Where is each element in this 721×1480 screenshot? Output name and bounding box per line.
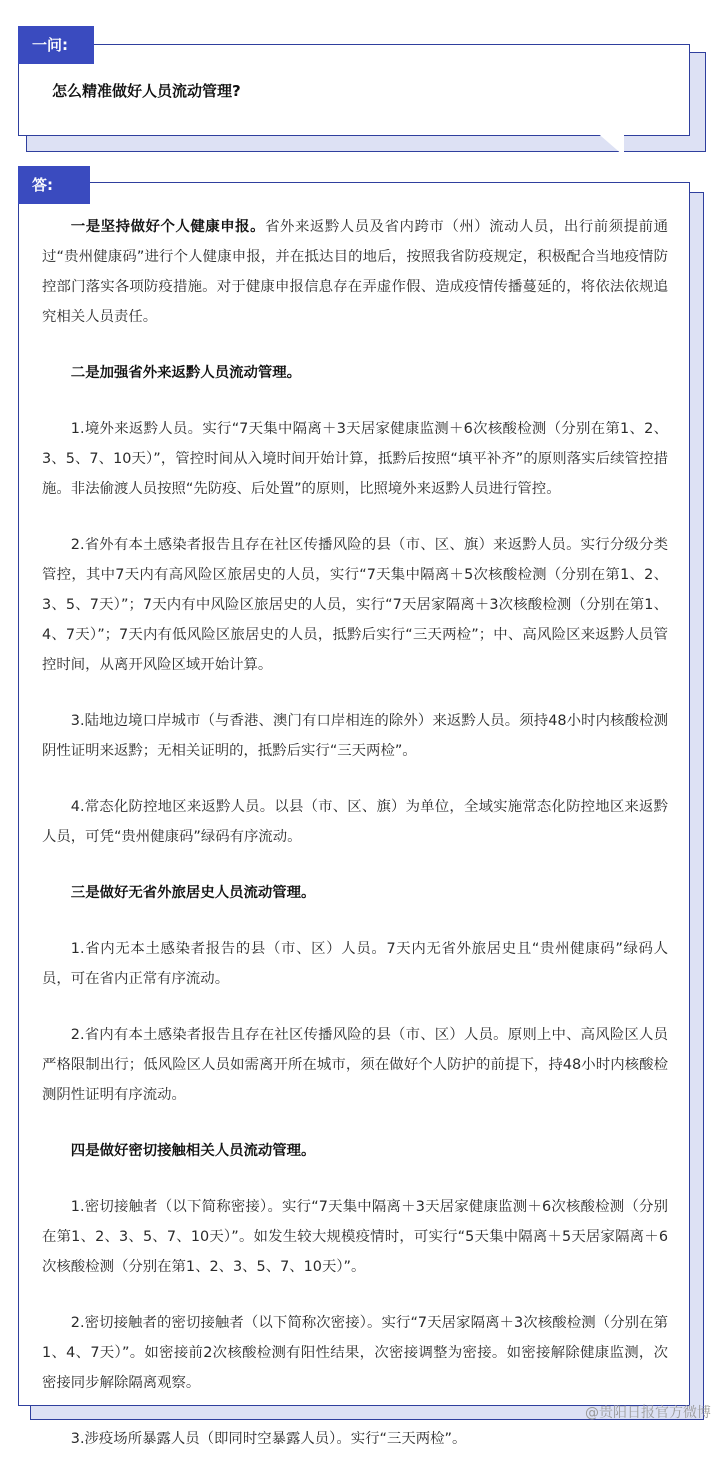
item-exposed-persons: 3.涉疫场所暴露人员（即同时空暴露人员）。实行“三天两检”。 (70, 1431, 467, 1447)
answer-content (42, 212, 668, 1480)
question-text: 怎么精准做好人员流动管理? (52, 82, 241, 100)
text-health-declaration: 省外来返黔人员及省内跨市（州）流动人员，出行前须提前通过“贵州健康码”进行个人健康申报，并在抵达目的地后，按照我省防疫规定，积极配合当地疫情防控部门落实各项防疫措施。对于健康申报信息存在弄虚作假、造成疫情传播蔓延的，将依法依规追究相关人员责任。 (42, 219, 668, 325)
heading-no-outside-travel: 三是做好无省外旅居史人员流动管理。 (70, 885, 316, 901)
item-secondary-contact: 2.密切接触者的密切接触者（以下简称次密接）。实行“7天居家隔离＋3次核酸检测（分别在第1、4、7天）”。如密接前2次核酸检测有阳性结果，次密接调整为密接。如密接解除健康监测，次密接同步解除隔离观察。 (42, 1315, 668, 1391)
question-bubble-tail (594, 130, 624, 156)
item-normalized-areas: 4.常态化防控地区来返黔人员。以县（市、区、旗）为单位，全域实施常态化防控地区来返黔人员，可凭“贵州健康码”绿码有序流动。 (42, 799, 668, 845)
answer-tag: 答: (18, 166, 90, 204)
weibo-watermark: @贵阳日报官方微博 (585, 1405, 711, 1421)
question-tag: 一问: (18, 26, 94, 64)
heading-close-contacts: 四是做好密切接触相关人员流动管理。 (70, 1143, 316, 1159)
item-overseas: 1.境外来返黔人员。实行“7天集中隔离＋3天居家健康监测＋6次核酸检测（分别在第1、2、3、5、7、10天）”，管控时间从入境时间开始计算，抵黔后按照“填平补齐”的原则落实后续管控措施。非法偷渡人员按照“先防疫、后处置”的原则，比照境外来返黔人员进行管控。 (42, 421, 668, 497)
paragraph-health-declaration (42, 212, 668, 332)
heading-health-declaration: 一是坚持做好个人健康申报。 (70, 219, 266, 235)
item-local-infection-outside: 2.省外有本土感染者报告且存在社区传播风险的县（市、区、旗）来返黔人员。实行分级分类管控，其中7天内有高风险区旅居史的人员，实行“7天集中隔离＋5次核酸检测（分别在第1、2、3、5、7天）”；7天内有中风险区旅居史的人员，实行“7天居家隔离＋3次核酸检测（分别在第1、4、7天）”；7天内有低风险区旅居史的人员，抵黔后实行“三天两检”；中、高风险区来返黔人员管控时间，从离开风险区域开始计算。 (42, 537, 668, 673)
item-close-contact: 1.密切接触者（以下简称密接）。实行“7天集中隔离＋3天居家健康监测＋6次核酸检测（分别在第1、2、3、5、7、10天）”。如发生较大规模疫情时，可实行“5天集中隔离＋5天居家隔离＋6次核酸检测（分别在第1、2、3、5、7、10天）”。 (42, 1199, 668, 1275)
item-local-infection-inside: 2.省内有本土感染者报告且存在社区传播风险的县（市、区）人员。原则上中、高风险区人员严格限制出行；低风险区人员如需离开所在城市，须在做好个人防护的前提下，持48小时内核酸检测阴性证明有序流动。 (42, 1027, 668, 1103)
heading-outside-province: 二是加强省外来返黔人员流动管理。 (70, 365, 302, 381)
item-border-port: 3.陆地边境口岸城市（与香港、澳门有口岸相连的除外）来返黔人员。须持48小时内核酸检测阴性证明来返黔；无相关证明的，抵黔后实行“三天两检”。 (42, 713, 668, 759)
item-no-local-infection: 1.省内无本土感染者报告的县（市、区）人员。7天内无省外旅居史且“贵州健康码”绿码人员，可在省内正常有序流动。 (42, 941, 668, 987)
